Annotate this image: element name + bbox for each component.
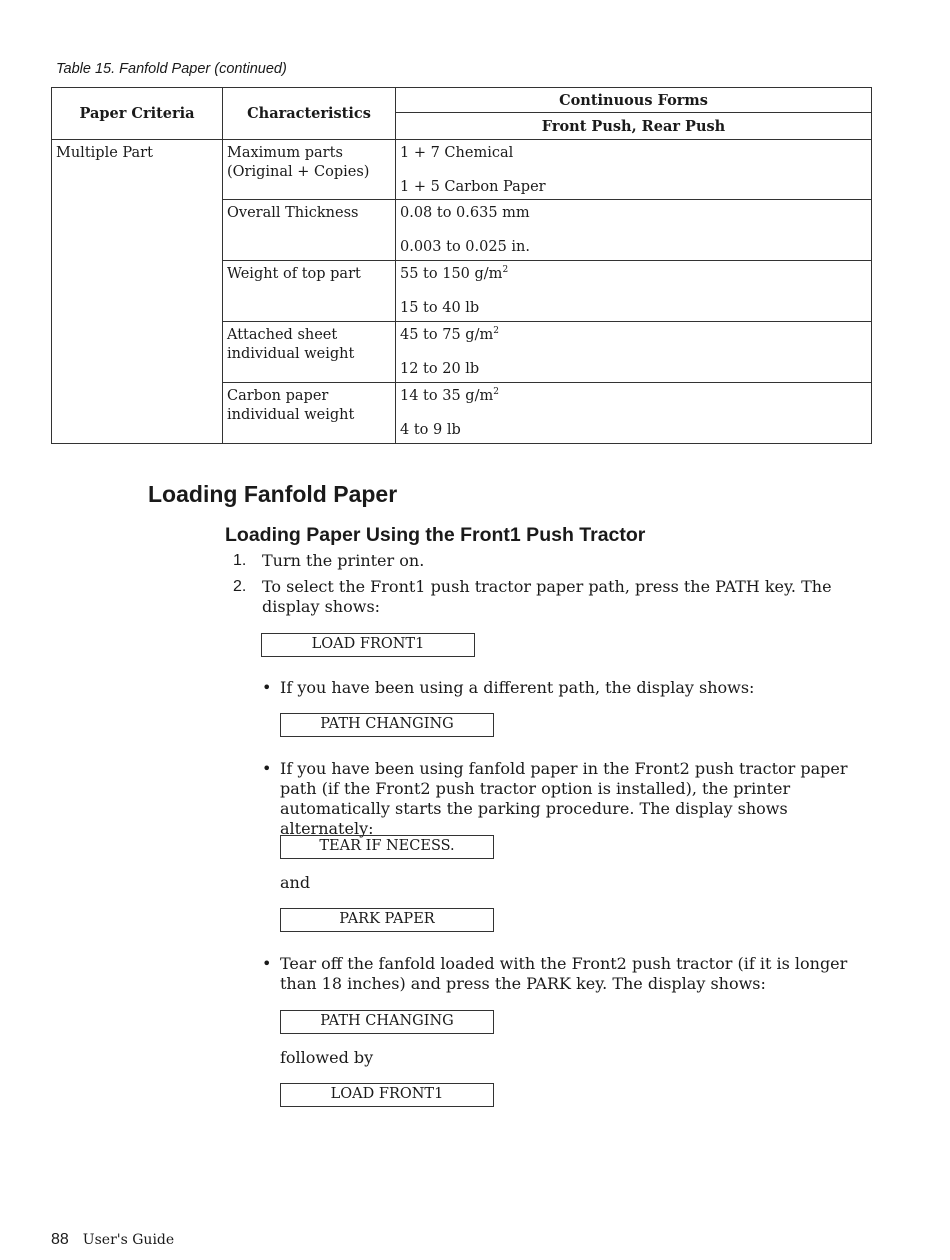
header-paper-criteria: Paper Criteria: [52, 88, 223, 140]
bullet-marker: •: [262, 759, 272, 778]
criteria-value: Multiple Part: [56, 145, 153, 161]
subsection-title: Loading Paper Using the Front1 Push Tractor: [225, 524, 646, 546]
bullet-text: If you have been using a different path, the display shows:: [280, 678, 755, 697]
value-text: 55 to 150 g/m: [400, 266, 503, 282]
characteristic-cell: [223, 140, 396, 200]
bullet-marker: •: [262, 678, 272, 697]
superscript: 2: [493, 387, 499, 397]
step-text: Turn the printer on.: [262, 551, 425, 570]
step-number: 2.: [233, 578, 247, 595]
table-row: [52, 140, 872, 200]
characteristic-cell: [223, 261, 396, 322]
value-cell: [396, 383, 872, 444]
guide-title: User's Guide: [82, 1232, 175, 1248]
characteristic-label: Carbon paper individual weight: [227, 388, 355, 423]
table-header-row: [52, 88, 872, 113]
characteristic-label: Attached sheet individual weight: [227, 327, 355, 362]
characteristic-label: Overall Thickness: [227, 205, 359, 221]
characteristic-cell: [223, 322, 396, 383]
value-cell: [396, 322, 872, 383]
value-cell: [396, 261, 872, 322]
bullet-text: If you have been using fanfold paper in the Front2 push tractor paper path (if the Front2 push tractor option is installed), the printer automatically starts the parking procedure. The display shows alternately:: [280, 759, 848, 838]
superscript: 2: [502, 265, 509, 275]
page-number: 88: [51, 1231, 69, 1248]
bullet-text: Tear off the fanfold loaded with the Front2 push tractor (if it is longer than 18 inches) and press the PARK key. The display shows:: [280, 954, 848, 993]
connector-text: and: [280, 873, 311, 892]
step-text: To select the Front1 push tractor paper path, press the PATH key. The display shows:: [262, 577, 832, 616]
page-footer: [51, 1229, 174, 1249]
superscript: 2: [493, 326, 499, 336]
header-continuous-forms: Continuous Forms: [396, 88, 872, 113]
value-secondary: 15 to 40 lb: [400, 300, 480, 316]
value-primary: [400, 387, 867, 406]
value-cell: [396, 140, 872, 200]
criteria-cell: [52, 140, 223, 444]
value-secondary: 1 + 5 Carbon Paper: [400, 179, 546, 195]
value-secondary: 4 to 9 lb: [400, 422, 461, 438]
fanfold-paper-table: [51, 87, 872, 444]
characteristic-label: Weight of top part: [227, 266, 361, 282]
characteristic-cell: [223, 383, 396, 444]
value-primary: 1 + 7 Chemical: [400, 145, 514, 161]
value-secondary: 12 to 20 lb: [400, 361, 480, 377]
characteristic-cell: [223, 200, 396, 261]
value-cell: [396, 200, 872, 261]
display-box: PARK PAPER: [280, 908, 494, 932]
bullet-marker: •: [262, 954, 272, 973]
display-box: TEAR IF NECESS.: [280, 835, 494, 859]
value-text: 14 to 35 g/m: [400, 388, 494, 404]
display-box: PATH CHANGING: [280, 1010, 494, 1034]
display-box: LOAD FRONT1: [280, 1083, 494, 1107]
section-title: Loading Fanfold Paper: [148, 481, 398, 507]
value-secondary: 0.003 to 0.025 in.: [400, 239, 530, 255]
value-primary: [400, 265, 867, 284]
value-text: 45 to 75 g/m: [400, 327, 494, 343]
table-caption: Table 15. Fanfold Paper (continued): [56, 61, 287, 77]
header-characteristics: Characteristics: [223, 88, 396, 140]
connector-text: followed by: [280, 1048, 374, 1067]
display-box: LOAD FRONT1: [261, 633, 475, 657]
step-number: 1.: [233, 552, 247, 569]
value-primary: 0.08 to 0.635 mm: [400, 205, 530, 221]
characteristic-label: Maximum parts (Original + Copies): [227, 145, 370, 180]
value-primary: [400, 326, 867, 345]
display-box: PATH CHANGING: [280, 713, 494, 737]
header-front-rear-push: Front Push, Rear Push: [396, 113, 872, 140]
